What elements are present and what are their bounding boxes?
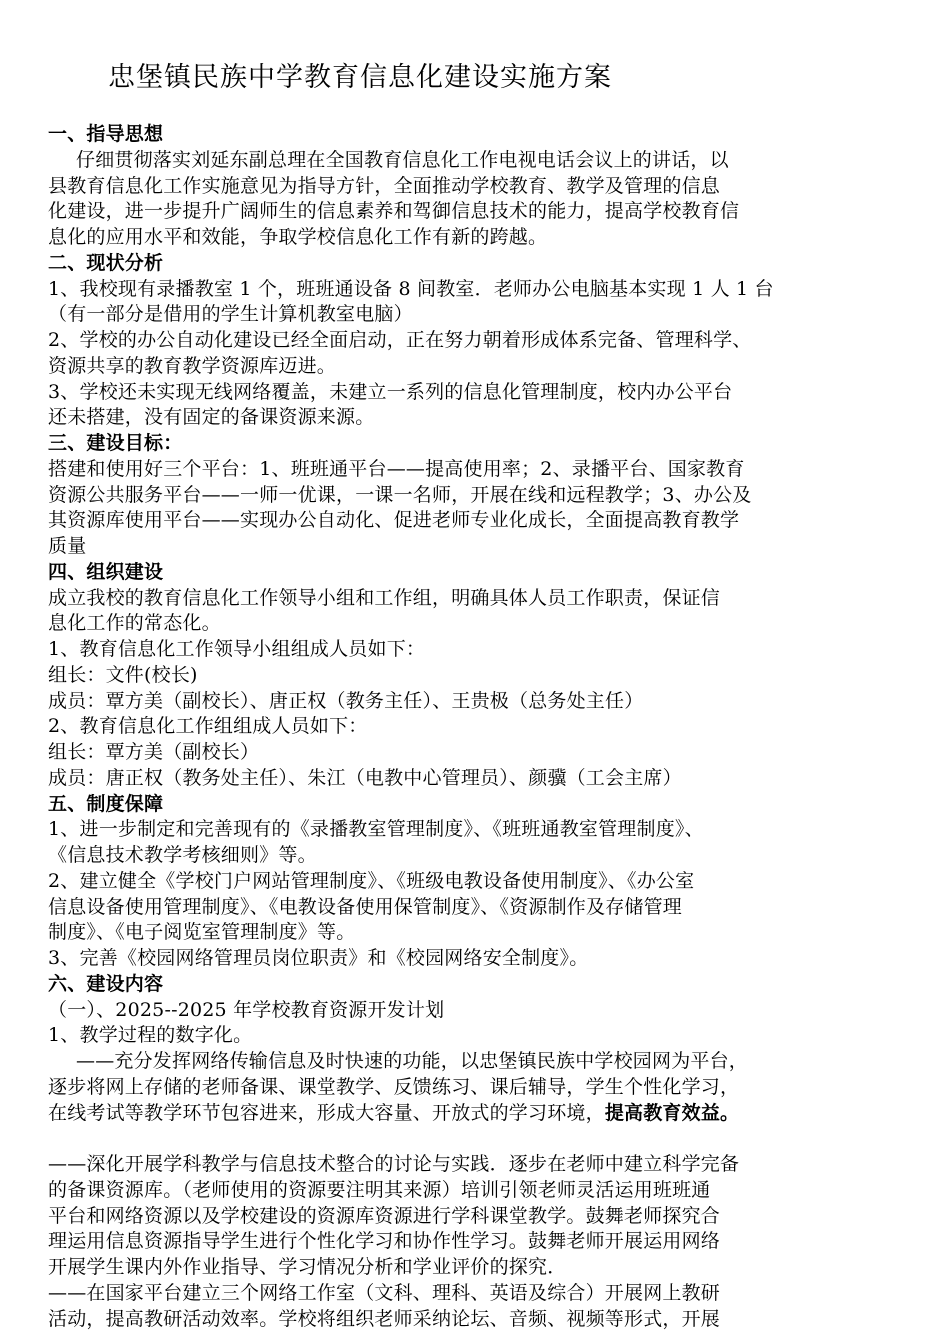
paragraph-line [48, 1306, 720, 1332]
paragraph-line [48, 894, 682, 920]
line-text: 成员：唐正权（教务处主任）、朱江（电教中心管理员）、颜骥（工会主席） [48, 766, 682, 789]
line-text: 《信息技术教学考核细则》等。 [48, 844, 317, 866]
paragraph-line [48, 1100, 739, 1126]
paragraph-line [48, 379, 732, 405]
line-text: 资源共享的教育教学资源库迈进。 [48, 354, 337, 377]
paragraph-line [48, 1022, 252, 1048]
paragraph-line [48, 997, 444, 1023]
line-text: 一、指导思想 [48, 123, 164, 145]
section-heading [48, 791, 163, 817]
paragraph-line [76, 1048, 748, 1074]
paragraph-line [48, 739, 259, 765]
line-text: 三、建设目标： [48, 432, 183, 454]
paragraph-line [48, 1228, 720, 1254]
paragraph-line [48, 301, 413, 327]
line-text: ——充分发挥网络传输信息及时快速的功能，以忠堡镇民族中学校园网为平台， [76, 1050, 749, 1072]
paragraph-line [48, 198, 739, 224]
line-text: 3、完善《校园网络管理员岗位职责》和《校园网络安全制度》。 [48, 947, 589, 969]
paragraph-line [48, 276, 774, 302]
emphasis-text: 提高教育效益。 [604, 1101, 740, 1124]
paragraph-line [48, 1177, 711, 1203]
paragraph-line [48, 842, 317, 868]
line-text: 化建设，进一步提升广阔师生的信息素养和驾御信息技术的能力，提高学校教育信 [48, 200, 740, 223]
paragraph-line [48, 1151, 739, 1177]
line-text: 理运用信息资源指导学生进行个性化学习和协作性学习。鼓舞老师开展运用网络 [48, 1230, 721, 1253]
line-text: 1、进一步制定和完善现有的《录播教室管理制度》、《班班通教室管理制度》、 [48, 818, 704, 841]
line-text: 开展学生课内外作业指导、学习情况分析和学业评价的探究． [48, 1256, 567, 1278]
line-text: 2、建立健全《学校门户网站管理制度》、《班级电教设备使用制度》、《办公室 [48, 869, 695, 892]
paragraph-line [48, 353, 336, 379]
section-heading [48, 559, 163, 585]
section-heading [48, 971, 163, 997]
paragraph-line [48, 533, 86, 559]
paragraph-line [48, 868, 694, 894]
line-text: 组长：文件(校长) [48, 663, 198, 686]
section-heading [48, 121, 163, 147]
line-text: 息化的应用水平和效能，争取学校信息化工作有新的跨越。 [48, 226, 548, 248]
paragraph-line [48, 585, 720, 611]
paragraph-line [48, 1203, 720, 1229]
line-text: 信息设备使用管理制度》、《电教设备使用保管制度》、《资源制作及存储管理 [48, 895, 683, 918]
line-text: 四、组织建设 [48, 560, 164, 583]
line-text: 制度》、《电子阅览室管理制度》等。 [48, 921, 356, 944]
line-text: 成员：覃方美（副校长）、唐正权（教务主任）、王贵极（总务处主任） [48, 689, 644, 712]
paragraph-line [48, 662, 198, 688]
line-text: 1、我校现有录播教室 1 个，班班通设备 8 间教室．老师办公电脑基本实现 1 人 1 台 [48, 277, 774, 300]
line-text: 平台和网络资源以及学校建设的资源库资源进行学科课堂教学。鼓舞老师探究合 [48, 1204, 721, 1227]
line-text: 在线考试等教学环节包容进来，形成大容量、开放式的学习环境， [48, 1101, 605, 1124]
paragraph-line [48, 1280, 720, 1306]
paragraph-line [48, 482, 752, 508]
line-text: 资源公共服务平台——一师一优课，一课一名师，开展在线和远程教学；3、办公及 [48, 483, 752, 506]
line-text: （有一部分是借用的学生计算机教室电脑） [48, 303, 413, 326]
line-text: 的备课资源库。（老师使用的资源要注明其来源）培训引领老师灵活运用班班通 [48, 1178, 711, 1201]
line-text: 1、教育信息化工作领导小组组成人员如下： [48, 638, 426, 660]
paragraph-line [76, 147, 729, 173]
line-text: 五、制度保障 [48, 792, 164, 815]
paragraph-line [48, 688, 643, 714]
section-heading [48, 250, 163, 276]
line-text: 成立我校的教育信息化工作领导小组和工作组，明确具体人员工作职责，保证信 [48, 586, 721, 609]
line-text: ——深化开展学科教学与信息技术整合的讨论与实践．逐步在老师中建立科学完备 [48, 1153, 740, 1175]
paragraph-line [48, 327, 752, 353]
line-text: 二、现状分析 [48, 251, 164, 274]
line-text: 质量 [48, 535, 87, 557]
line-text: 2、学校的办公自动化建设已经全面启动，正在努力朝着形成体系完备、管理科学、 [48, 329, 752, 351]
paragraph-line [48, 636, 425, 662]
line-text: 县教育信息化工作实施意见为指导方针，全面推动学校教育、教学及管理的信息 [48, 174, 721, 197]
line-text: 3、学校还未实现无线网络覆盖，未建立一系列的信息化管理制度，校内办公平台 [48, 380, 733, 403]
line-text: 搭建和使用好三个平台：1、班班通平台——提高使用率；2、录播平台、国家教育 [48, 457, 745, 480]
paragraph-line [48, 404, 374, 430]
paragraph-line [48, 945, 588, 971]
line-text: 仔细贯彻落实刘延东副总理在全国教育信息化工作电视电话会议上的讲话，以 [76, 148, 729, 171]
paragraph-line [48, 456, 745, 482]
line-text: 六、建设内容 [48, 972, 164, 995]
paragraph-line [48, 765, 682, 791]
paragraph-line [48, 1254, 566, 1280]
line-text: 活动，提高教研活动效率。学校将组织老师采纳论坛、音频、视频等形式，开展 [48, 1307, 721, 1330]
paragraph-line [48, 713, 368, 739]
paragraph-line [48, 919, 355, 945]
line-text: 组长：覃方美（副校长） [48, 741, 260, 763]
paragraph-line [48, 1074, 739, 1100]
section-heading [48, 430, 182, 456]
document-title: 忠堡镇民族中学教育信息化建设实施方案 [108, 62, 612, 93]
line-text: 还未搭建，没有固定的备课资源来源。 [48, 406, 375, 429]
paragraph-line [48, 610, 221, 636]
line-text: 逐步将网上存储的老师备课、课堂教学、反馈练习、课后辅导，学生个性化学习， [48, 1075, 740, 1098]
line-text: ——在国家平台建立三个网络工作室（文科、理科、英语及综合）开展网上教研 [48, 1281, 721, 1304]
line-text: 1、教学过程的数字化。 [48, 1024, 253, 1047]
line-text: 2、教育信息化工作组组成人员如下： [48, 715, 368, 738]
line-text: 息化工作的常态化。 [48, 612, 221, 635]
paragraph-line [48, 173, 720, 199]
paragraph-line [48, 816, 704, 842]
line-text: 其资源库使用平台——实现办公自动化、促进老师专业化成长，全面提高教育教学 [48, 509, 740, 532]
line-text: （一）、2025--2025 年学校教育资源开发计划 [48, 998, 445, 1021]
paragraph-line [48, 507, 739, 533]
paragraph-line [48, 224, 547, 250]
